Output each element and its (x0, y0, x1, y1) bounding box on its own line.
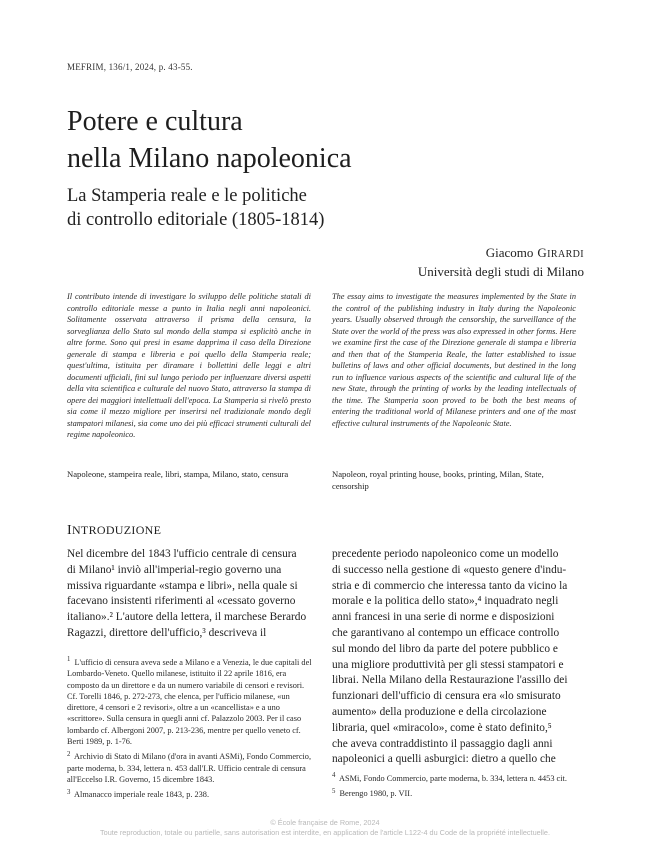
abstract-italian: Il contributo intende di investigare lo sviluppo delle politiche statali di controllo editoriale messe a punto in Italia negli anni napoleonici. Solitamente osservata attraverso il prisma della censura, la sorveglianza dello Stato sul mondo della stampa si esplicitò anche in altre forme. Sono qui presi in esame dapprima il caso della Direzione generale di stampa e libreria e poi quello della Stamperia reale; quest'ultima, istituita per diramare i bollettini delle leggi e altri documenti ufficiali, fini sul lungo periodo per influenzare diversi aspetti della vita scientifica e culturale del nuovo Stato, attraverso la stampa di opere dei maggiori intellettuali dell'epoca. La Stamperia si rivelò presto sia come il mezzo migliore per inserirsi nel tradizionale mondo degli stampatori milanesi, sia come uno dei più efficaci strumenti culturali del regime napoleonico. (67, 292, 311, 439)
author-name (418, 244, 584, 263)
footnote-number: 4 (332, 772, 336, 780)
journal-reference: MEFRIM, 136/1, 2024, p. 43-55. (67, 62, 193, 72)
body-left-line: di Milano¹ inviò all'imperial-regio governo una (67, 563, 282, 576)
keywords-italian: Napoleone, stampeira reale, libri, stampa, Milano, stato, censura (67, 469, 289, 479)
author-affiliation: Università degli studi di Milano (417, 264, 584, 279)
footnote-text: Archivio di Stato di Milano (d'ora in avanti ASMi), Fondo Commercio, parte moderna, b. 334, lettera n. 453 dall'I.R. Ufficio centrale di censura all'Eccelso I.R. Governo, 15 dicembre 1843. (67, 752, 312, 784)
author-block (418, 244, 584, 280)
footnote-text: L'ufficio di censura aveva sede a Milano e a Venezia, le due capitali del Lombardo-Veneto. Quello milanese, istituito il 22 aprile 1816, era composto da un direttore e da un numero variabile di censori e revisori. Cf. Torelli 1846, p. 272-273, che elenca, per l'ufficio milanese, «un direttore, 4 censori e 2 revisori», oltre a un «cancellista» e a uno «scrittore». Sulla censura in quegli anni cf. Palazzolo 2003. Per il caso lombardo cf. Albergoni 2007, p. 213-236, mentre per quello veneto cf. Berti 1989, p. 1-76. (67, 658, 312, 747)
body-right-line: una migliore produttività per gli stessi stampatori e (332, 658, 564, 671)
title-line-1: Potere e cultura (67, 106, 243, 137)
subtitle-line-1: La Stamperia reale e le politiche (67, 186, 307, 206)
body-right-line: aumento» della produzione e della circolazione (332, 705, 547, 718)
article-subtitle (67, 184, 324, 232)
body-left-line: italiano».² L'autore della lettera, il marchese Berardo (67, 611, 307, 624)
body-right-line: morale e la politica dello stato»,⁴ inquadrato negli (332, 595, 559, 608)
abstract-english: The essay aims to investigate the measures implemented by the State in the control of the publishing industry in Italy during the Napoleonic years. Usually observed through the censorship, the surveillance of the State over the world of the press was also expressed in other forms. Here we examine first the case of the Direzione generale di stampa e libreria and then that of the Stamperia Reale, the latter established to issue bulletins of laws and other official documents, but destined in the long run to influence various aspects of the scientific and cultural life of the new State, through the printing of works by the leading intellectuals of the time. The Stamperia soon proved to be both the best means of entering the traditional world of Milanese printers and one of the most effective cultural instruments of the Napoleonic State. (332, 292, 576, 428)
copyright-footer (0, 818, 650, 838)
body-right-line: che garantivano al contempo un efficace controllo (332, 626, 560, 639)
footnote-number: 3 (67, 788, 71, 796)
author-given-name: Giacomo (485, 245, 534, 260)
body-left-line: Nel dicembre del 1843 l'ufficio centrale di censura (67, 548, 297, 560)
body-right-line: libraria, quel «miracolo», come è stato definito,⁵ (332, 721, 552, 734)
author-surname: GIRARDI (537, 245, 584, 260)
body-right-line: librai. Nella Milano della Restaurazione l'assillo dei (332, 674, 568, 687)
footnote (67, 657, 313, 747)
footnote-text: Almanacco imperiale reale 1843, p. 238. (72, 790, 210, 800)
body-left-line: missiva riguardante «stampa e libri», nella quale si (67, 579, 298, 592)
footer-line-2: Toute reproduction, totale ou partielle, sans autorisation est interdite, en application de l'article L122-4 du Code de la propriété intellectuelle. (99, 828, 551, 837)
subtitle-line-2: di controllo editoriale (1805-1814) (67, 210, 325, 230)
footnote-number: 1 (67, 656, 71, 664)
body-right-line: stria e di commercio che interessa tanto da vicino la (332, 579, 568, 592)
footnotes-left (67, 657, 313, 805)
body-right-line: napoleonici a quelli asburgici: dietro a quello che (332, 753, 556, 766)
body-right-line: anni francesi in una serie di norme e disposizioni (332, 611, 555, 624)
section-heading: INTRODUZIONE (67, 523, 162, 538)
footnote (67, 751, 313, 785)
footnotes-right (332, 773, 578, 804)
footer-line-1: © École française de Rome, 2024 (270, 818, 380, 827)
footnote (67, 789, 313, 800)
article-title (67, 103, 352, 177)
body-right-line: funzionari dell'ufficio di censura era «lo smisurato (332, 690, 561, 703)
footnote-text: ASMi, Fondo Commercio, parte moderna, b. 334, lettera n. 4453 cit. (337, 774, 567, 783)
body-right-line: sul mondo del libro da parte del potere pubblico e (332, 642, 558, 655)
footnote-number: 5 (332, 787, 336, 795)
body-right-line: precedente periodo napoleonico come un modello (332, 548, 559, 560)
body-left-line: facevano insistenti riferimenti al «cessato governo (67, 595, 296, 608)
keywords-english: Napoleon, royal printing house, books, printing, Milan, State, censorship (332, 469, 544, 491)
footnote-text: Berengo 1980, p. VII. (337, 789, 413, 799)
body-right-line: di successo nella gestione di «questo genere d'indu- (332, 563, 567, 576)
footnote (332, 773, 578, 784)
body-right-line: che aveva contraddistinto il passaggio dagli anni (332, 737, 553, 750)
body-column-left (67, 547, 313, 642)
footnote (332, 788, 578, 799)
body-column-right (332, 547, 578, 768)
footnote-number: 2 (67, 750, 71, 758)
body-left-line: Ragazzi, direttore dell'ufficio,³ descriveva il (67, 626, 267, 639)
title-line-2: nella Milano napoleonica (67, 143, 352, 174)
